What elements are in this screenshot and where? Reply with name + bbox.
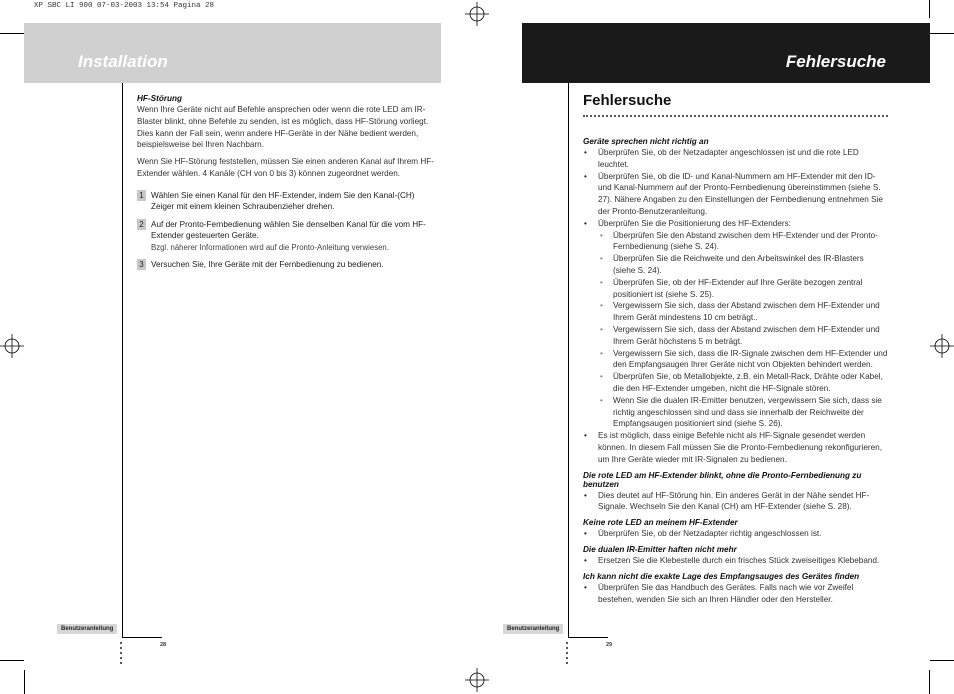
faq-answer-list — [583, 555, 888, 567]
heading-dotted-rule — [583, 115, 888, 117]
bullet-item: • Überprüfen Sie, ob der Netzadapter angeschlossen ist und die rote LED leuchtet. — [583, 147, 888, 171]
left-page-title: Installation — [78, 52, 168, 71]
footer-dots — [566, 642, 568, 667]
crop-mark — [0, 33, 24, 34]
sub-bullet-item: • Wenn Sie die dualen IR-Emitter benutzen, vergewissern Sie sich, dass sie richtig angeschlossen sind und dass sie innerhalb der Reichweite der Empfangsaugen positioniert sind (siehe S. 26). — [583, 395, 888, 430]
crop-mark — [929, 0, 930, 18]
registration-mark-icon — [465, 2, 489, 26]
step-item — [137, 219, 439, 254]
step-text: Wählen Sie einen Kanal für den HF-Extender, indem Sie den Kanal-(CH) Zeiger mit einem kleinen Schraubenzieher drehen. — [151, 190, 415, 212]
paragraph: Wenn Ihre Geräte nicht auf Befehle ansprechen oder wenn die rote LED am IR-Blaster blinkt, ohne Befehle zu senden, ist es möglich, dass HF-Störung vorliegt. Dies kann der Fall sein, wenn andere HF-Geräte in der Nähe bedient werden, beispielsweise bei Ihren Nachbarn. — [137, 105, 429, 150]
right-page-title: Fehlersuche — [785, 52, 886, 71]
right-title-band — [522, 23, 930, 83]
right-content — [583, 92, 888, 605]
footer-rule — [568, 637, 608, 638]
right-column-rule — [568, 83, 569, 638]
left-title-band — [24, 23, 441, 83]
step-number: 2 — [137, 219, 146, 230]
faq-question: Geräte sprechen nicht richtig an — [583, 137, 709, 146]
crop-mark — [929, 670, 930, 694]
sub-bullet-item: • Überprüfen Sie, ob Metallobjekte, z.B. ein Metall-Rack, Drähte oder Kabel, die den HF-Extender umgeben, nicht die HF-Signale stören. — [583, 371, 888, 395]
sub-bullet-item: • Vergewissern Sie sich, dass der Abstand zwischen dem HF-Extender und Ihrem Gerät höchstens 5 m beträgt. — [583, 324, 888, 348]
step-number: 1 — [137, 190, 146, 201]
faq-question: Keine rote LED an meinem HF-Extender — [583, 518, 738, 528]
crop-mark — [24, 670, 25, 694]
left-content — [137, 94, 439, 277]
crop-mark — [930, 660, 954, 661]
sub-bullet-item: • Überprüfen Sie den Abstand zwischen dem HF-Extender und der Pronto-Fernbedienung (siehe S. 24). — [583, 230, 888, 254]
faq-answer-list — [583, 490, 888, 514]
bullet-item: • Überprüfen Sie, ob der Netzadapter richtig angeschlossen ist. — [583, 528, 888, 540]
faq-answer-list — [583, 147, 888, 466]
footer-dots — [120, 642, 122, 667]
step-note: Bzgl. näherer Informationen wird auf die Pronto-Anleitung verwiesen. — [151, 242, 389, 252]
bullet-item: • Überprüfen Sie, ob die ID- und Kanal-Nummern am HF-Extender mit den ID- und Kanal-Nummern auf der Pronto-Fernbedienung übereinstimmen (siehe S. 27). Nähere Angaben zu den Einstellungen der Fernbedienung entnehmen Sie der Pronto-Benutzeranleitung. — [583, 171, 888, 218]
faq-question: Die dualen IR-Emitter haften nicht mehr — [583, 544, 737, 554]
sub-bullet-item: • Überprüfen Sie, ob der HF-Extender auf Ihre Geräte bezogen zentral positioniert ist (siehe S. 25). — [583, 277, 888, 301]
footer-rule — [122, 637, 162, 638]
left-column-rule — [122, 83, 123, 638]
bullet-item: • Dies deutet auf HF-Störung hin. Ein anderes Gerät in der Nähe sendet HF-Signale. Wechseln Sie den Kanal (CH) am HF-Extender (siehe S. 28). — [583, 490, 888, 514]
bullet-item: • Ersetzen Sie die Klebestelle durch ein frisches Stück zweiseitiges Klebeband. — [583, 555, 888, 567]
faq-question: Die rote LED am HF-Extender blinkt, ohne die Pronto-Fernbedienung zu benutzen — [583, 470, 862, 489]
faq-answer-list — [583, 582, 888, 606]
registration-mark-icon — [465, 668, 489, 692]
registration-mark-icon — [0, 334, 24, 358]
step-text: Versuchen Sie, Ihre Geräte mit der Fernbedienung zu bedienen. — [151, 260, 384, 270]
page-number: 28 — [160, 642, 167, 648]
registration-mark-icon — [930, 334, 954, 358]
crop-mark — [0, 660, 24, 661]
page-heading: Fehlersuche — [583, 92, 672, 109]
paragraph: Wenn Sie HF-Störung feststellen, müssen Sie einen anderen Kanal auf Ihrem HF-Extender wählen. 4 Kanäle (CH von 0 bis 3) können zugeordnet werden. — [137, 157, 435, 178]
step-text: Auf der Pronto-Fernbedienung wählen Sie denselben Kanal für die vom HF-Extender gesteuerten Geräte. — [151, 219, 426, 241]
crop-mark — [930, 33, 954, 34]
faq-sections — [583, 137, 888, 605]
faq-question: Ich kann nicht die exakte Lage des Empfangsauges des Gerätes finden — [583, 571, 860, 581]
step-number: 3 — [137, 259, 146, 270]
bullet-item: • Es ist möglich, dass einige Befehle nicht als HF-Signale gesendet werden können. In diesem Fall müssen Sie die Pronto-Fernbedienung rekonfigurieren, um Ihre Geräte wieder mit IR-Signalen zu bedienen. — [583, 430, 888, 465]
print-slug: XP SBC LI 900 07-03-2003 13:54 Pagina 28 — [34, 2, 215, 10]
bullet-item: • Überprüfen Sie die Positionierung des HF-Extenders: — [583, 218, 888, 230]
bullet-item: • Überprüfen Sie das Handbuch des Gerätes. Falls nach wie vor Zweifel bestehen, wenden Sie sich an Ihren Händler oder den Hersteller. — [583, 582, 888, 606]
step-item — [137, 259, 439, 271]
footer-label: Benutzeranleitung — [503, 624, 563, 634]
sub-bullet-item: • Vergewissern Sie sich, dass die IR-Signale zwischen dem HF-Extender und den Empfangsaugen Ihrer Geräte nicht von Objekten behindert werden. — [583, 348, 888, 372]
step-item — [137, 190, 439, 213]
section-subheading: HF-Störung — [137, 94, 183, 103]
faq-answer-list — [583, 528, 888, 540]
sub-bullet-item: • Vergewissern Sie sich, dass der Abstand zwischen dem HF-Extender und Ihrem Gerät mindestens 10 cm beträgt.. — [583, 300, 888, 324]
sub-bullet-item: • Überprüfen Sie die Reichweite und den Arbeitswinkel des IR-Blasters (siehe S. 24). — [583, 253, 888, 277]
footer-label: Benutzeranleitung — [57, 624, 117, 634]
page-number: 29 — [606, 642, 613, 648]
